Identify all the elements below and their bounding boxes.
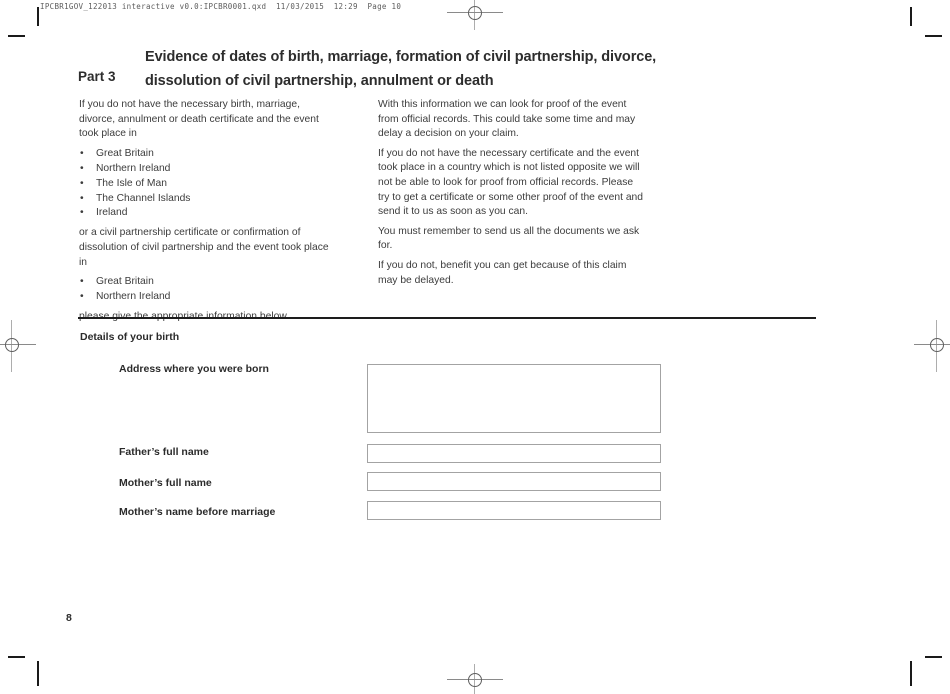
bullet-item: • Great Britain — [79, 147, 337, 162]
field-label-mother-name: Mother’s full name — [119, 477, 212, 489]
intro-right-para-3: You must remember to send us all the documents we ask for. — [378, 225, 640, 252]
intro-left-para-1: If you do not have the necessary birth, marriage, divorce, annulment or death certificate and the event took place in — [79, 99, 319, 140]
print-slug: IPCBR1GOV_122013 interactive v0.0:IPCBR0001.qxd 11/03/2015 12:29 Page 10 — [40, 2, 402, 11]
crop-mark-top-right-vertical — [910, 7, 912, 26]
intro-left-bullet-list-2 — [79, 275, 337, 305]
bullet-item: • The Channel Islands — [79, 192, 337, 207]
field-label-father-name: Father’s full name — [119, 446, 209, 458]
field-label-mother-maiden-name: Mother’s name before marriage — [119, 506, 276, 518]
bullet-item: • Northern Ireland — [79, 162, 337, 177]
intro-right-column — [378, 98, 644, 293]
field-label-birth-address: Address where you were born — [119, 363, 269, 375]
part-title — [145, 45, 785, 93]
section-heading-birth-details: Details of your birth — [80, 331, 180, 343]
intro-right-para-1: With this information we can look for proof of the event from official records. This could take some time and may delay a decision on your claim. — [378, 99, 636, 140]
crop-mark-bottom-right-vertical — [910, 661, 912, 686]
mother-name-input[interactable] — [367, 472, 661, 491]
part-label: Part 3 — [78, 69, 116, 84]
mother-maiden-name-input[interactable] — [367, 501, 661, 520]
intro-right-para-4: If you do not, benefit you can get because of this claim may be delayed. — [378, 259, 627, 286]
crop-mark-bottom-right-horizontal — [925, 656, 942, 658]
section-divider — [78, 317, 816, 319]
crop-mark-top-right-horizontal — [925, 35, 942, 37]
intro-left-column — [79, 98, 337, 330]
intro-left-bullet-list-1 — [79, 147, 337, 222]
crop-mark-bottom-left-horizontal — [8, 656, 25, 658]
crop-mark-bottom-left-vertical — [37, 661, 39, 686]
bullet-item: • The Isle of Man — [79, 177, 337, 192]
bullet-item: • Ireland — [79, 206, 337, 221]
intro-right-para-2: If you do not have the necessary certificate and the event took place in a country which is not listed opposite we will not be able to look for proof from official records. Please try to get a certificate or some other proof of the event and send it to us as soon as you can. — [378, 147, 644, 218]
crop-mark-top-left-horizontal — [8, 35, 25, 37]
bullet-item: • Great Britain — [79, 275, 337, 290]
crop-mark-top-left-vertical — [37, 7, 39, 26]
intro-left-para-2: or a civil partnership certificate or confirmation of dissolution of civil partnership and the event took place in — [79, 227, 329, 268]
bullet-item: • Northern Ireland — [79, 290, 337, 305]
father-name-input[interactable] — [367, 444, 661, 463]
part-title-line1: Evidence of dates of birth, marriage, formation of civil partnership, divorce, — [145, 49, 657, 65]
part-title-line2: dissolution of civil partnership, annulment or death — [145, 73, 494, 89]
page-number: 8 — [66, 612, 72, 624]
birth-address-textarea[interactable] — [367, 364, 661, 433]
